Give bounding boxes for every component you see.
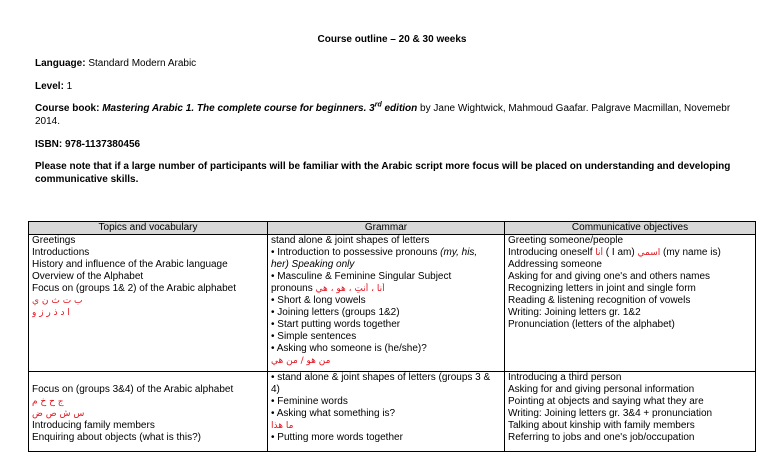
list-item: History and influence of the Arabic language [32, 259, 228, 270]
topics-cell [29, 235, 268, 372]
course-book-line [35, 102, 755, 128]
table-row [29, 235, 756, 372]
list-item: stand alone & joint shapes of letters [271, 235, 430, 246]
list-item: Enquiring about objects (what is this?) [32, 432, 201, 443]
list-item: Focus on (groups 1& 2) of the Arabic alphabet [32, 283, 237, 294]
list-item: Greeting someone/people [508, 235, 624, 246]
communicative-cell [505, 372, 756, 452]
grammar-cell [268, 235, 505, 372]
note-paragraph [35, 160, 755, 186]
header-topics: Topics and vocabulary [29, 222, 268, 235]
list-item: Overview of the Alphabet [32, 271, 144, 282]
intro-text: Introducing oneself [508, 247, 596, 258]
topics-cell [29, 372, 268, 452]
arabic-letters-group-2: ا د ذ ر ز و [32, 308, 70, 318]
grammar-cell [268, 372, 505, 452]
list-item: • Short & long vowels [271, 295, 366, 306]
book-edition-sup: rd [374, 101, 382, 109]
who-arabic: من هو / من هي [271, 356, 331, 366]
list-item: • Start putting words together [271, 319, 401, 330]
list-item: Recognizing letters in joint and single form [508, 283, 696, 294]
list-item: Addressing someone [508, 259, 602, 270]
list-item: Introducing family members [32, 420, 155, 431]
book-year: 2014. [35, 116, 61, 127]
level-value: 1 [63, 81, 73, 92]
list-item: Writing: Joining letters gr. 1&2 [508, 307, 641, 318]
note-line-2: communicative skills. [35, 174, 139, 185]
note-line-1: Please note that if a large number of participants will be familiar with the Arabic script more focus will be placed on understanding and developing [35, 161, 731, 172]
list-item: • Feminine words [271, 396, 348, 407]
list-item: Greetings [32, 235, 76, 246]
language-line [35, 57, 755, 70]
list-item: • Simple sentences [271, 331, 357, 342]
language-value: Standard Modern Arabic [85, 58, 197, 69]
list-item: • Masculine & Feminine Singular Subject [271, 271, 452, 282]
language-label: Language: [35, 58, 86, 69]
list-item: • Asking who someone is (he/she)? [271, 343, 427, 354]
isbn-line: ISBN: 978-1137380456 [35, 139, 141, 150]
level-label: Level: [35, 81, 64, 92]
list-item [271, 283, 501, 295]
list-item: Focus on (groups 3&4) of the Arabic alphabet [32, 384, 234, 395]
course-outline-table [28, 221, 756, 452]
list-item: • stand alone & joint shapes of letters (groups 3 & [271, 372, 491, 383]
list-item [508, 247, 752, 259]
spacer [32, 372, 264, 384]
list-item: her) Speaking only [271, 259, 355, 270]
possessive-text: • Introduction to possessive pronouns [271, 247, 441, 258]
list-item: Reading & listening recognition of vowels [508, 295, 691, 306]
list-item: Pronunciation (letters of the alphabet) [508, 319, 675, 330]
pronouns-text: pronouns [271, 283, 316, 294]
what-arabic: ما هذا [271, 421, 294, 431]
list-item: Asking for and giving personal information [508, 384, 695, 395]
possessive-italic: (my, his, [440, 247, 478, 258]
list-item: • Asking what something is? [271, 408, 396, 419]
intro-arabic-ana: أنا [595, 248, 604, 258]
communicative-cell [505, 235, 756, 372]
list-item: Introducing a third person [508, 372, 622, 383]
arabic-letters-group-4: س ش ص ض [32, 409, 85, 419]
list-item: Writing: Joining letters gr. 3&4 + pronunciation [508, 408, 713, 419]
list-item: • Joining letters (groups 1&2) [271, 307, 400, 318]
book-label: Course book: [35, 103, 100, 114]
pronouns-arabic: أنا ، أنتِ ، هو ، هي [315, 284, 385, 294]
list-item: Talking about kinship with family members [508, 420, 695, 431]
arabic-letters-group-3: ج ح خ م [32, 397, 64, 407]
level-line [35, 80, 755, 93]
intro-end: (my name is) [660, 247, 721, 258]
intro-arabic-ismi: اسمي [637, 248, 661, 258]
header-grammar: Grammar [268, 222, 505, 235]
list-item [271, 247, 501, 259]
list-item: Pointing at objects and saying what they are [508, 396, 704, 407]
table-row [29, 372, 756, 452]
list-item: • Putting more words together [271, 432, 403, 443]
table-header-row [29, 222, 756, 235]
list-item: Referring to jobs and one's job/occupation [508, 432, 695, 443]
book-title: Mastering Arabic 1. The complete course for beginners. 3 [99, 103, 375, 114]
list-item: 4) [271, 384, 280, 395]
list-item: Introductions [32, 247, 90, 258]
page-title: Course outline – 20 & 30 weeks [317, 34, 467, 45]
book-authors: by Jane Wightwick, Mahmoud Gaafar. Palgrave Macmillan, Novemebr [417, 103, 731, 114]
list-item: Asking for and giving one's and others names [508, 271, 711, 282]
arabic-letters-group-1: ب ت ث ن ي [32, 296, 83, 306]
intro-mid: ( I am) [603, 247, 638, 258]
book-edition: edition [381, 103, 418, 114]
header-communicative: Communicative objectives [505, 222, 756, 235]
